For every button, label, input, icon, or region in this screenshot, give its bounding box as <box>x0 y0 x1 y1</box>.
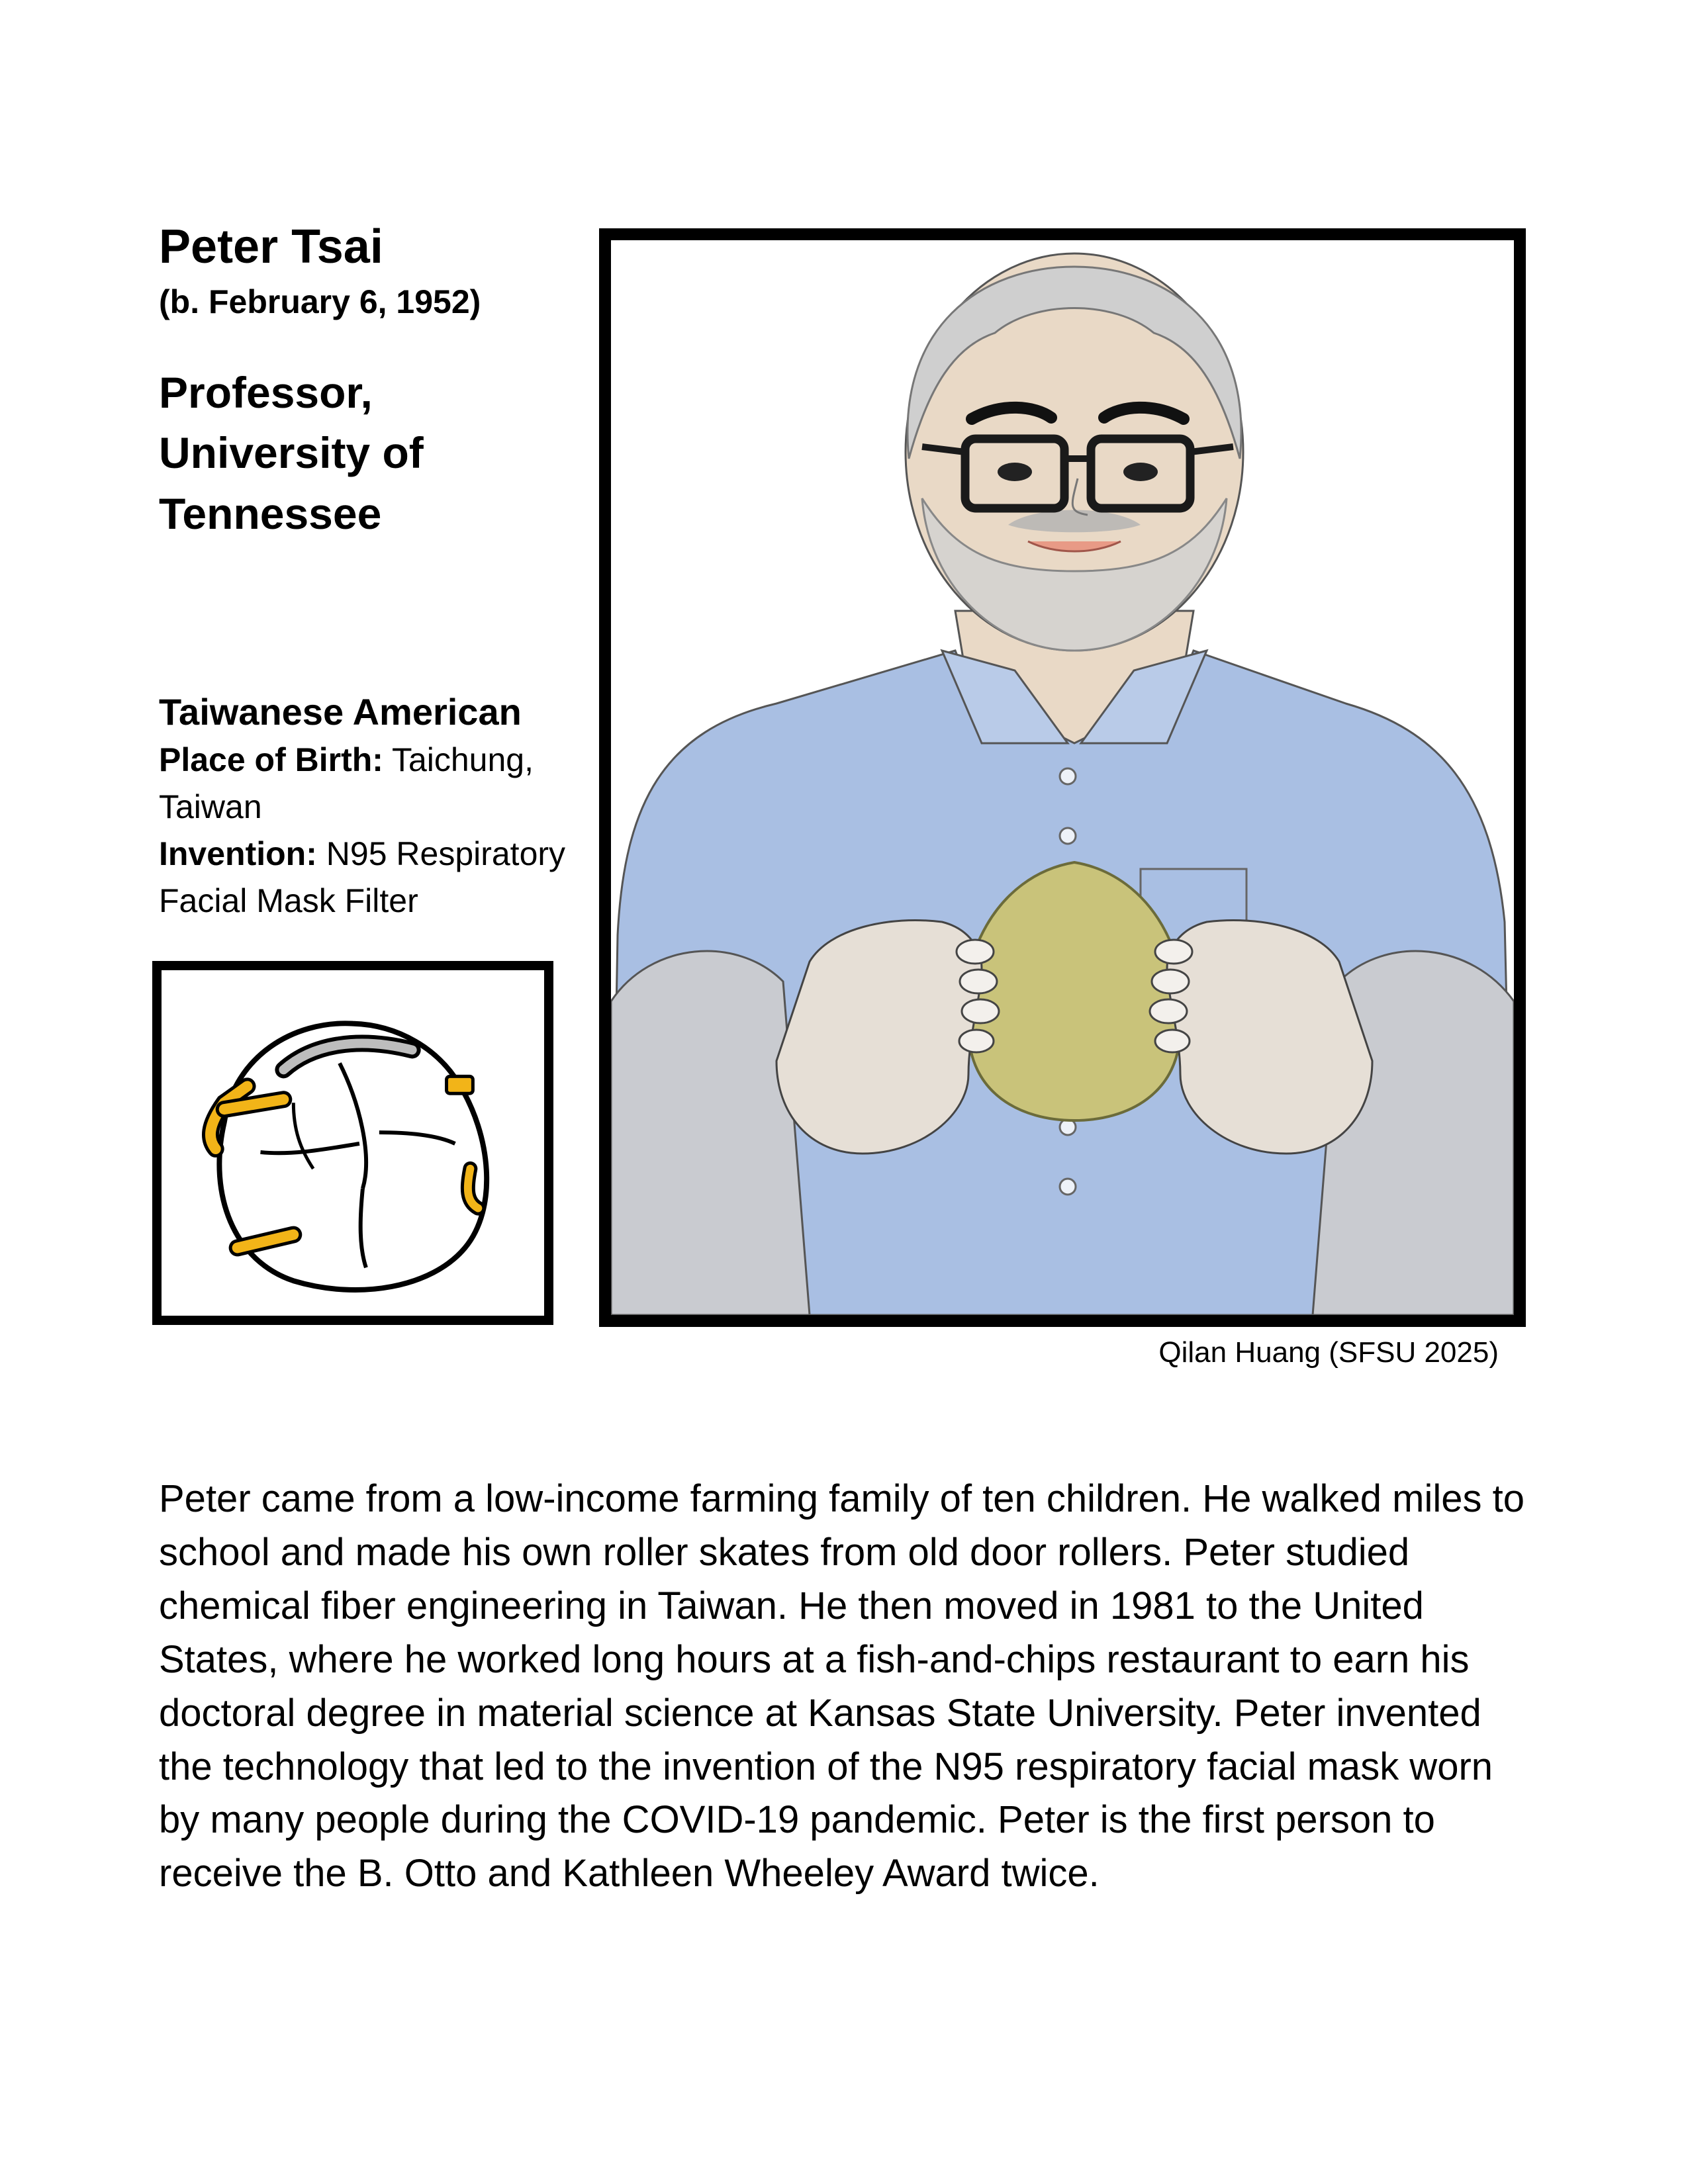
invention-value: N95 Respiratory Facial Mask Filter <box>159 835 566 919</box>
birthplace-fact <box>159 737 583 831</box>
birth-date: (b. February 6, 1952) <box>159 283 481 321</box>
birthplace-value: Taichung, Taiwan <box>159 741 534 825</box>
birthplace-label: Place of Birth: <box>159 741 383 778</box>
portrait-drawing <box>611 240 1514 1315</box>
biography-paragraph: Peter came from a low-income farming family of ten children. He walked miles to school and made his own roller skates from old door rollers. Peter studied chemical fiber engineering in Taiwan. He then moved in 1981 to the United States, where he worked long hours at a fish-and-chips restaurant to earn his doctoral degree in material science at Kansas State University. Peter invented the technology that led to the invention of the N95 respiratory facial mask worn by many people during the COVID-19 pandemic. Peter is the first person to receive the B. Otto and Kathleen Wheeley Award twice. <box>159 1477 1524 1895</box>
profile-header <box>159 218 569 544</box>
n95-mask-icon-box <box>152 961 553 1325</box>
invention-label: Invention: <box>159 835 317 872</box>
portrait-frame <box>599 228 1526 1327</box>
person-name: Peter Tsai <box>159 220 383 273</box>
job-title: Professor, University of Tennessee <box>159 368 424 538</box>
invention-fact <box>159 831 583 925</box>
heritage: Taiwanese American <box>159 691 522 733</box>
n95-mask-icon <box>162 970 544 1316</box>
profile-facts <box>159 688 583 925</box>
illustration-credit: Qilan Huang (SFSU 2025) <box>1158 1336 1499 1369</box>
